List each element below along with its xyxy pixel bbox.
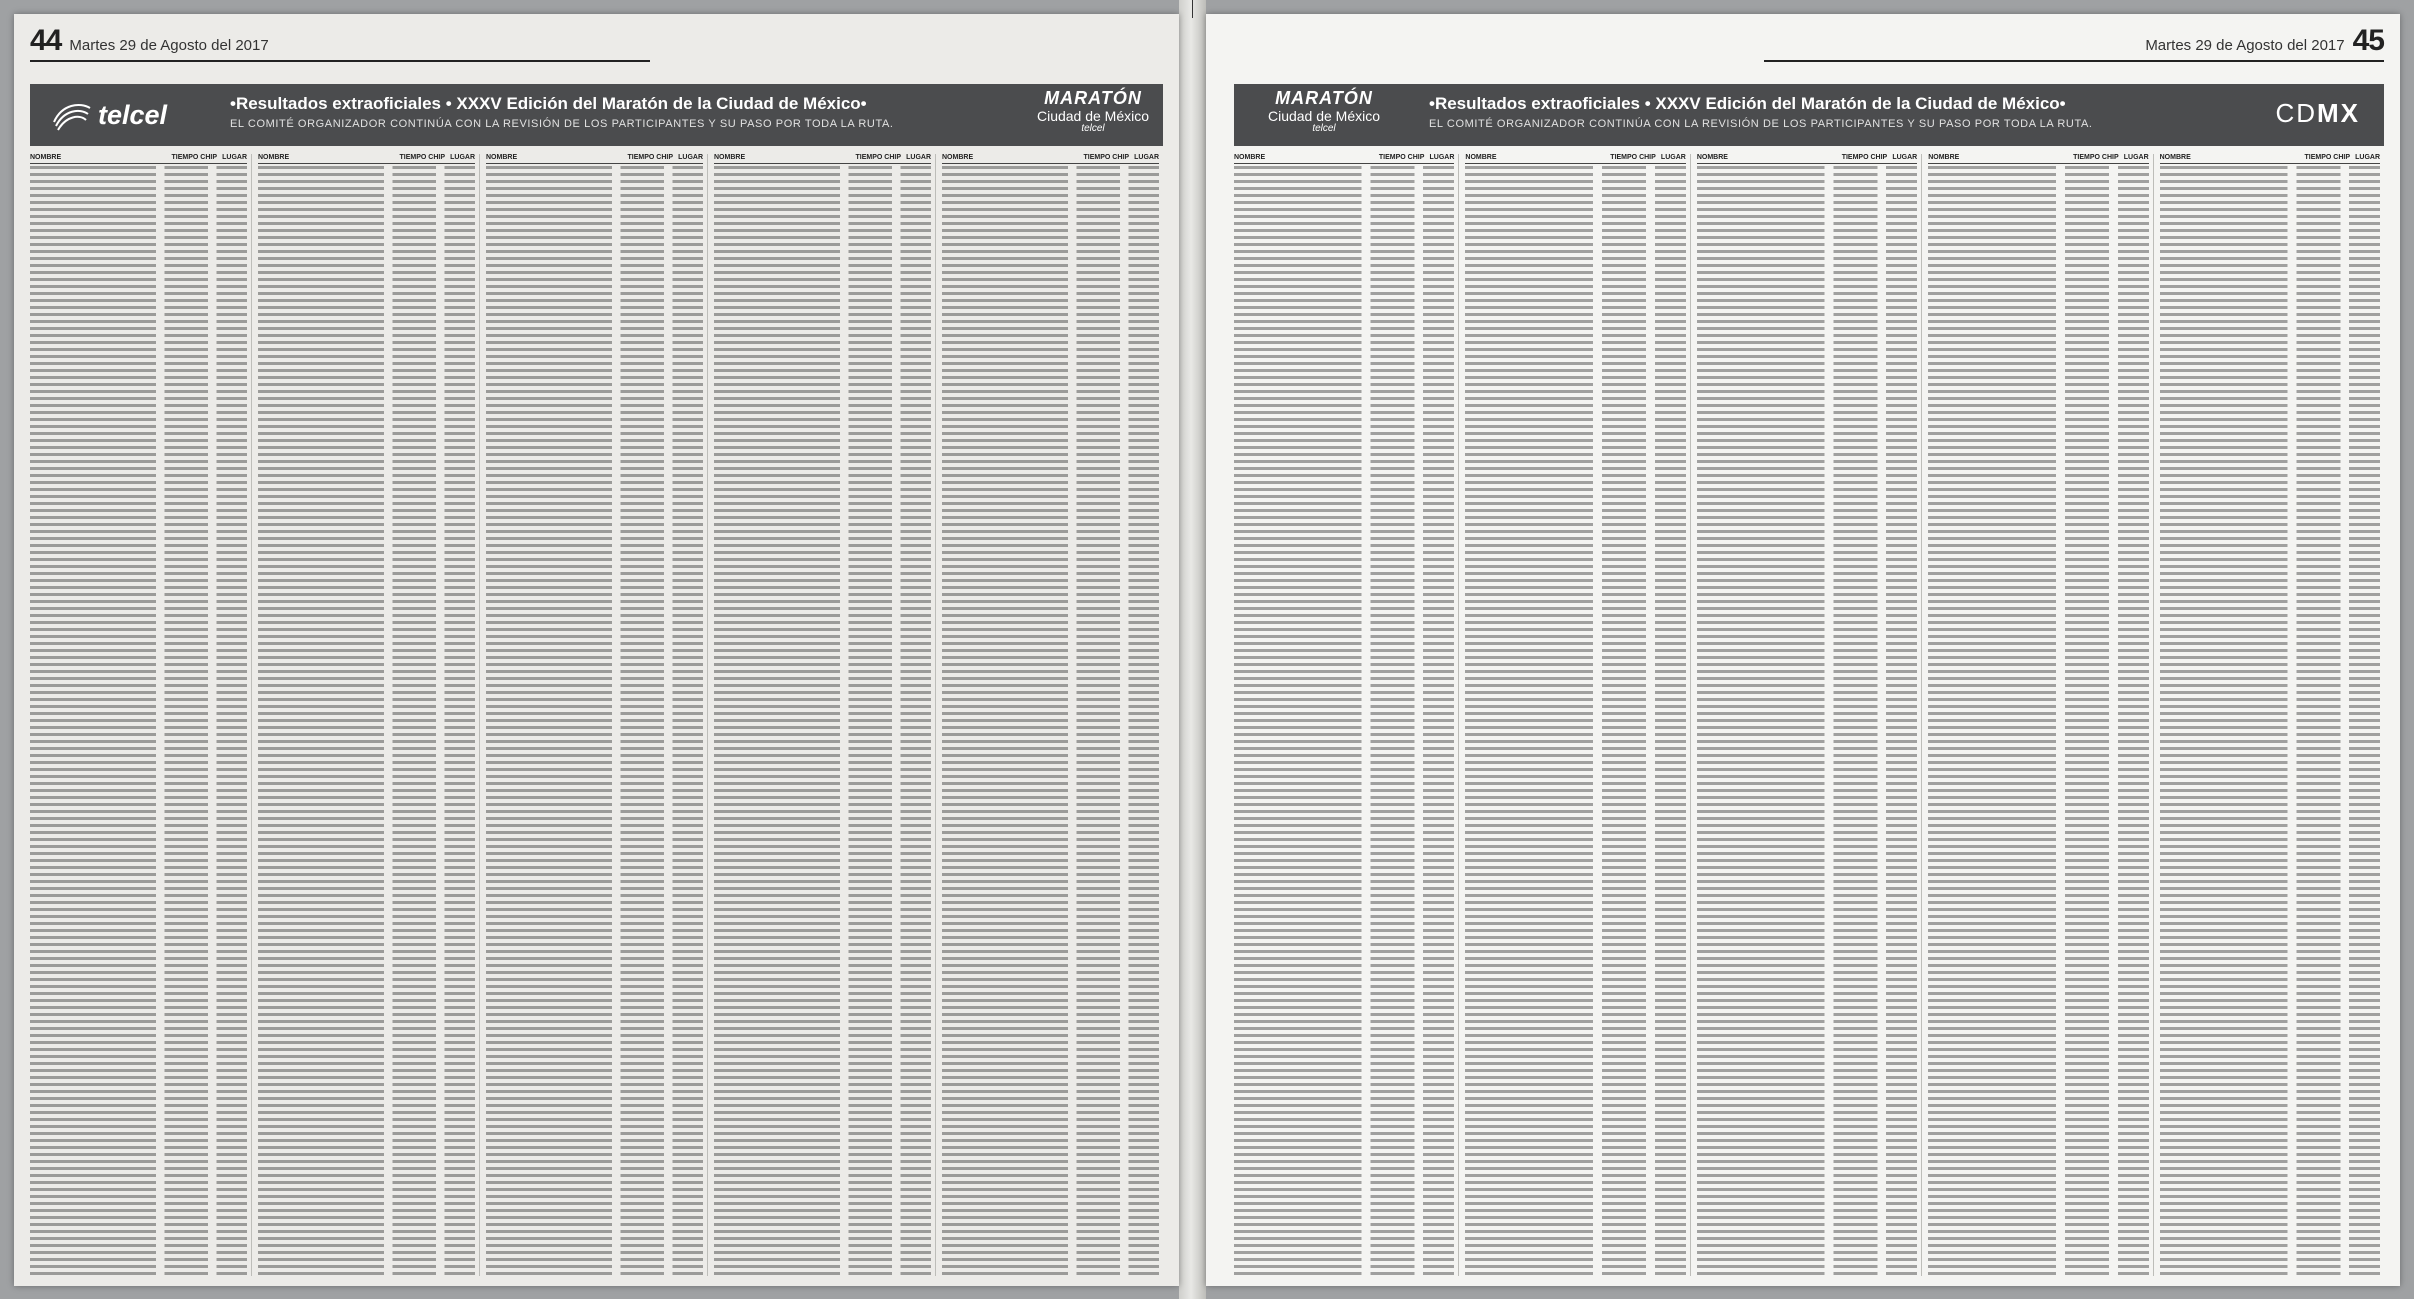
crop-mark: [1192, 0, 1193, 18]
right-results-banner: [1234, 84, 2384, 146]
results-rows: [1234, 166, 1454, 1276]
results-column-header: [30, 154, 247, 164]
header-place: LUGAR: [906, 154, 931, 161]
header-name: NOMBRE: [714, 154, 746, 161]
marathon-logo-sponsor: telcel: [1312, 123, 1336, 134]
header-place: LUGAR: [1660, 154, 1686, 161]
header-time: TIEMPO CHIP: [2304, 154, 2351, 161]
results-column-header: [1234, 154, 1454, 164]
right-page: [1206, 14, 2400, 1286]
results-column-header: [1697, 154, 1917, 164]
right-page-header: [2137, 24, 2384, 72]
header-place: LUGAR: [222, 154, 247, 161]
page-gutter: [1179, 0, 1206, 1299]
left-results-columns: [30, 154, 1163, 1276]
results-rows: [942, 166, 1159, 1276]
right-page-number: 45: [2352, 24, 2384, 57]
left-page-number: 44: [30, 24, 62, 57]
results-column-header: [714, 154, 931, 164]
marathon-logo-city: Ciudad de México: [1267, 108, 1381, 124]
header-place: LUGAR: [2355, 154, 2381, 161]
header-time: TIEMPO CHIP: [1610, 154, 1656, 161]
marathon-logo-sponsor: telcel: [1081, 123, 1105, 134]
results-column: [1465, 154, 1690, 1276]
marathon-logo-top: MARATÓN: [1044, 88, 1142, 108]
results-column-header: [258, 154, 475, 164]
header-time: TIEMPO CHIP: [171, 154, 217, 161]
header-name: NOMBRE: [486, 154, 518, 161]
marathon-logo: [1264, 88, 1384, 142]
header-time: TIEMPO CHIP: [1083, 154, 1129, 161]
header-name: NOMBRE: [942, 154, 974, 161]
banner-title: •Resultados extraoficiales • XXXV Edición del Maratón de la Ciudad de México•: [230, 94, 867, 113]
header-time: TIEMPO CHIP: [1378, 154, 1425, 161]
results-column: [2160, 154, 2384, 1276]
left-page-date: Martes 29 de Agosto del 2017: [69, 37, 269, 54]
results-rows: [714, 166, 931, 1276]
results-rows: [1697, 166, 1917, 1276]
header-name: NOMBRE: [1465, 154, 1497, 161]
header-name: NOMBRE: [30, 154, 62, 161]
results-column: [942, 154, 1163, 1276]
header-time: TIEMPO CHIP: [855, 154, 901, 161]
left-page-header: [30, 24, 277, 72]
results-column-header: [1928, 154, 2148, 164]
cdmx-light: CD: [2275, 98, 2317, 128]
marathon-logo-city: Ciudad de México: [1036, 108, 1150, 124]
cdmx-bold: MX: [2317, 98, 2360, 128]
results-column-header: [942, 154, 1159, 164]
results-column: [1697, 154, 1922, 1276]
header-name: NOMBRE: [2159, 154, 2191, 161]
header-place: LUGAR: [1134, 154, 1159, 161]
right-results-columns: [1234, 154, 2384, 1276]
results-rows: [486, 166, 703, 1276]
banner-subtitle: EL COMITÉ ORGANIZADOR CONTINÚA CON LA REVISIÓN DE LOS PARTICIPANTES Y SU PASO POR TODA LA RUTA.: [1429, 118, 2093, 130]
header-place: LUGAR: [678, 154, 703, 161]
results-column: [1234, 154, 1459, 1276]
right-page-date: Martes 29 de Agosto del 2017: [2145, 37, 2345, 54]
telcel-wordmark: telcel: [98, 100, 168, 130]
header-time: TIEMPO CHIP: [627, 154, 673, 161]
left-results-banner: [30, 84, 1163, 146]
header-time: TIEMPO CHIP: [399, 154, 445, 161]
results-column: [1928, 154, 2153, 1276]
header-name: NOMBRE: [1928, 154, 1960, 161]
results-column-header: [1465, 154, 1685, 164]
header-name: NOMBRE: [258, 154, 290, 161]
telcel-swirl-icon: [50, 98, 94, 132]
header-place: LUGAR: [2123, 154, 2149, 161]
marathon-logo-top: MARATÓN: [1275, 88, 1373, 108]
results-column: [714, 154, 936, 1276]
results-column: [486, 154, 708, 1276]
header-name: NOMBRE: [1234, 154, 1266, 161]
left-page: [14, 14, 1179, 1286]
header-name: NOMBRE: [1696, 154, 1728, 161]
results-column: [30, 154, 252, 1276]
telcel-logo: [50, 98, 200, 132]
header-rule: [30, 60, 650, 62]
results-rows: [1465, 166, 1685, 1276]
banner-subtitle: EL COMITÉ ORGANIZADOR CONTINÚA CON LA REVISIÓN DE LOS PARTICIPANTES Y SU PASO POR TODA LA RUTA.: [230, 118, 894, 130]
header-place: LUGAR: [450, 154, 475, 161]
results-column-header: [486, 154, 703, 164]
results-rows: [1928, 166, 2148, 1276]
results-column-header: [2160, 154, 2380, 164]
header-rule: [1764, 60, 2384, 62]
cdmx-logo: [2275, 98, 2360, 129]
header-time: TIEMPO CHIP: [1841, 154, 1888, 161]
results-rows: [30, 166, 247, 1276]
results-column: [258, 154, 480, 1276]
header-time: TIEMPO CHIP: [2073, 154, 2119, 161]
marathon-logo: [1033, 88, 1153, 142]
header-place: LUGAR: [1429, 154, 1455, 161]
header-place: LUGAR: [1892, 154, 1918, 161]
results-rows: [2160, 166, 2380, 1276]
banner-title: •Resultados extraoficiales • XXXV Edición del Maratón de la Ciudad de México•: [1429, 94, 2066, 113]
results-rows: [258, 166, 475, 1276]
